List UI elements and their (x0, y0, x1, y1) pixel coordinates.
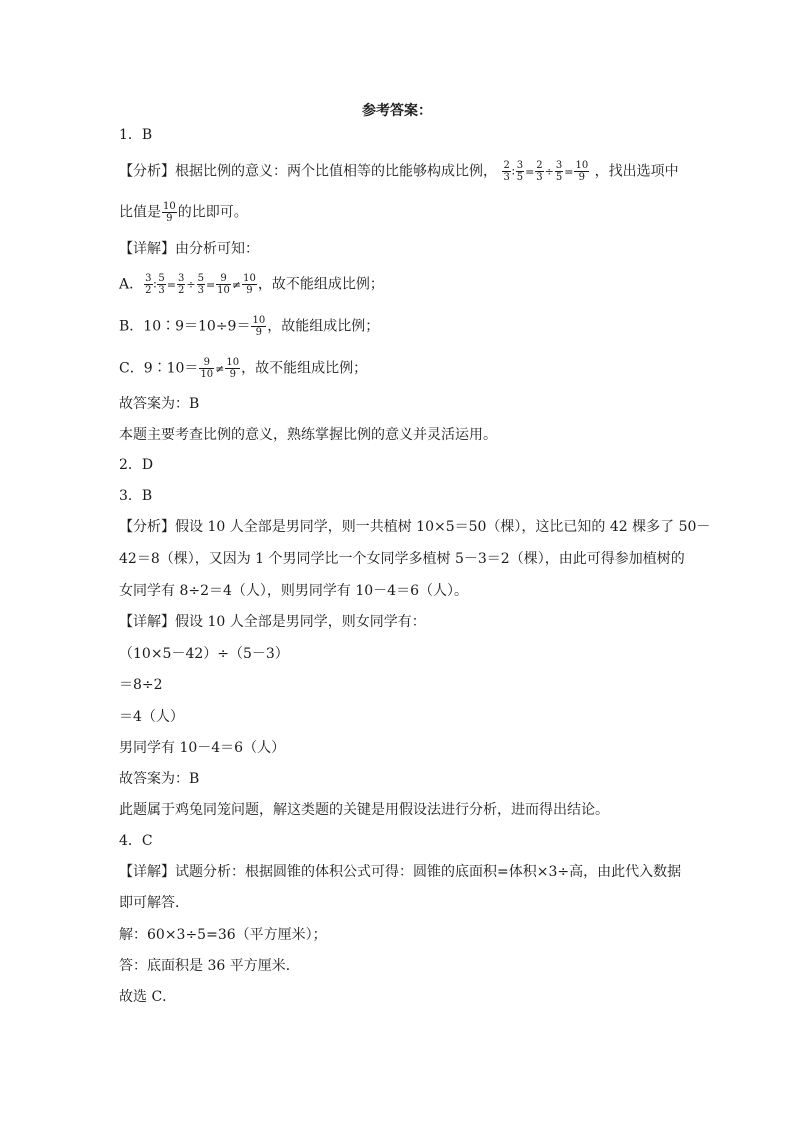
q4-detail-line1: 【详解】试题分析：根据圆锥的体积公式可得：圆锥的底面积=体积×3÷高，由此代入数据 (119, 864, 682, 880)
q4-answer-line: 答：底面积是 36 平方厘米． (119, 958, 300, 974)
fraction-2-3: $\frac{2}{3}$ (503, 160, 510, 183)
fraction-10-9: $\frac{10}{9}$ (252, 315, 266, 338)
q3-number: 3．B (119, 488, 153, 504)
fraction-10-9: $\frac{10}{9}$ (163, 201, 176, 224)
fraction-10-9: $\frac{10}{9}$ (226, 357, 240, 380)
q1-option-b: B．10∶9＝10÷9＝ $\frac{10}{9}$ ，故能组成比例； (119, 315, 380, 338)
q3-analysis-line1: 【分析】假设 10 人全部是男同学，则一共植树 10×5＝50（棵），这比已知的 42 棵多了 50－ (119, 519, 711, 535)
q1-option-a: A． $\frac{3}{2}$ ∶ $\frac{5}{3}$ = $\frac{3}{2}$ ÷ $\frac{5}{3}$ = $\frac{9}{10}$ ≠ $\frac{10}{9}$ ，故不能组成比例； (119, 273, 384, 296)
q3-step3: ＝4（人） (119, 709, 184, 725)
q2-number: 2．D (119, 457, 154, 473)
q1-summary: 本题主要考查比例的意义，熟练掌握比例的意义并灵活运用。 (119, 427, 497, 443)
q4-choice: 故选 C． (119, 989, 177, 1005)
q1-option-c: C．9∶10＝ $\frac{9}{10}$ ≠ $\frac{10}{9}$ ，故不能组成比例； (119, 357, 368, 380)
q1-analysis-text-b: ，找出选项中 (594, 163, 679, 180)
fraction-2-3: $\frac{2}{3}$ (536, 160, 543, 183)
q1-analysis-text-a: 【分析】根据比例的意义：两个比值相等的比能够构成比例， (119, 163, 497, 180)
q1-analysis-text-c: 比值是 (119, 204, 161, 221)
q3-analysis-line3: 女同学有 8÷2＝4（人），则男同学有 10－4＝6（人）。 (119, 583, 468, 599)
fraction-10-9: $\frac{10}{9}$ (243, 273, 256, 296)
q3-detail: 【详解】假设 10 人全部是男同学，则女同学有： (119, 614, 426, 630)
fraction-5-3: $\frac{5}{3}$ (158, 273, 165, 296)
q3-summary: 此题属于鸡兔同笼问题，解这类题的关键是用假设法进行分析，进而得出结论。 (119, 802, 609, 818)
fraction-3-2: $\frac{3}{2}$ (145, 273, 152, 296)
q3-step1: （10×5－42）÷（5－3） (119, 646, 289, 662)
fraction-10-9: $\frac{10}{9}$ (575, 160, 589, 183)
fraction-3-5: $\frac{3}{5}$ (555, 160, 563, 183)
q3-analysis-line2: 42＝8（棵），又因为 1 个男同学比一个女同学多植树 5－3＝2（棵），由此可得参加植树的 (119, 551, 685, 567)
fraction-3-2: $\frac{3}{2}$ (177, 273, 185, 296)
q4-number: 4．C (119, 833, 153, 849)
fraction-5-3: $\frac{5}{3}$ (197, 273, 204, 296)
q3-step2: ＝8÷2 (119, 677, 163, 693)
q1-analysis-text-d: 的比即可。 (177, 204, 248, 221)
q3-step4: 男同学有 10－4＝6（人） (119, 740, 286, 756)
q3-answer: 故答案为：B (119, 771, 200, 787)
q1-answer: 故答案为：B (119, 396, 200, 412)
q1-number: 1．B (119, 127, 153, 143)
q4-solution: 解：60×3÷5=36（平方厘米）； (119, 927, 327, 943)
fraction-3-5: $\frac{3}{5}$ (516, 160, 524, 183)
fraction-9-10: $\frac{9}{10}$ (200, 357, 214, 380)
page-title: 参考答案： (362, 103, 432, 119)
fraction-9-10: $\frac{9}{10}$ (217, 273, 230, 296)
q1-analysis-line1: 【分析】根据比例的意义：两个比值相等的比能够构成比例， $\frac{2}{3}$ ∶ $\frac{3}{5}$ = $\frac{2}{3}$ ÷ $\frac{3}{5}$ = $\frac{10}{9}$ ，找出选项中 (119, 160, 679, 183)
q4-detail-line2: 即可解答． (119, 895, 189, 911)
q1-analysis-line2 (119, 201, 248, 224)
q1-detail: 【详解】由分析可知： (119, 241, 259, 257)
